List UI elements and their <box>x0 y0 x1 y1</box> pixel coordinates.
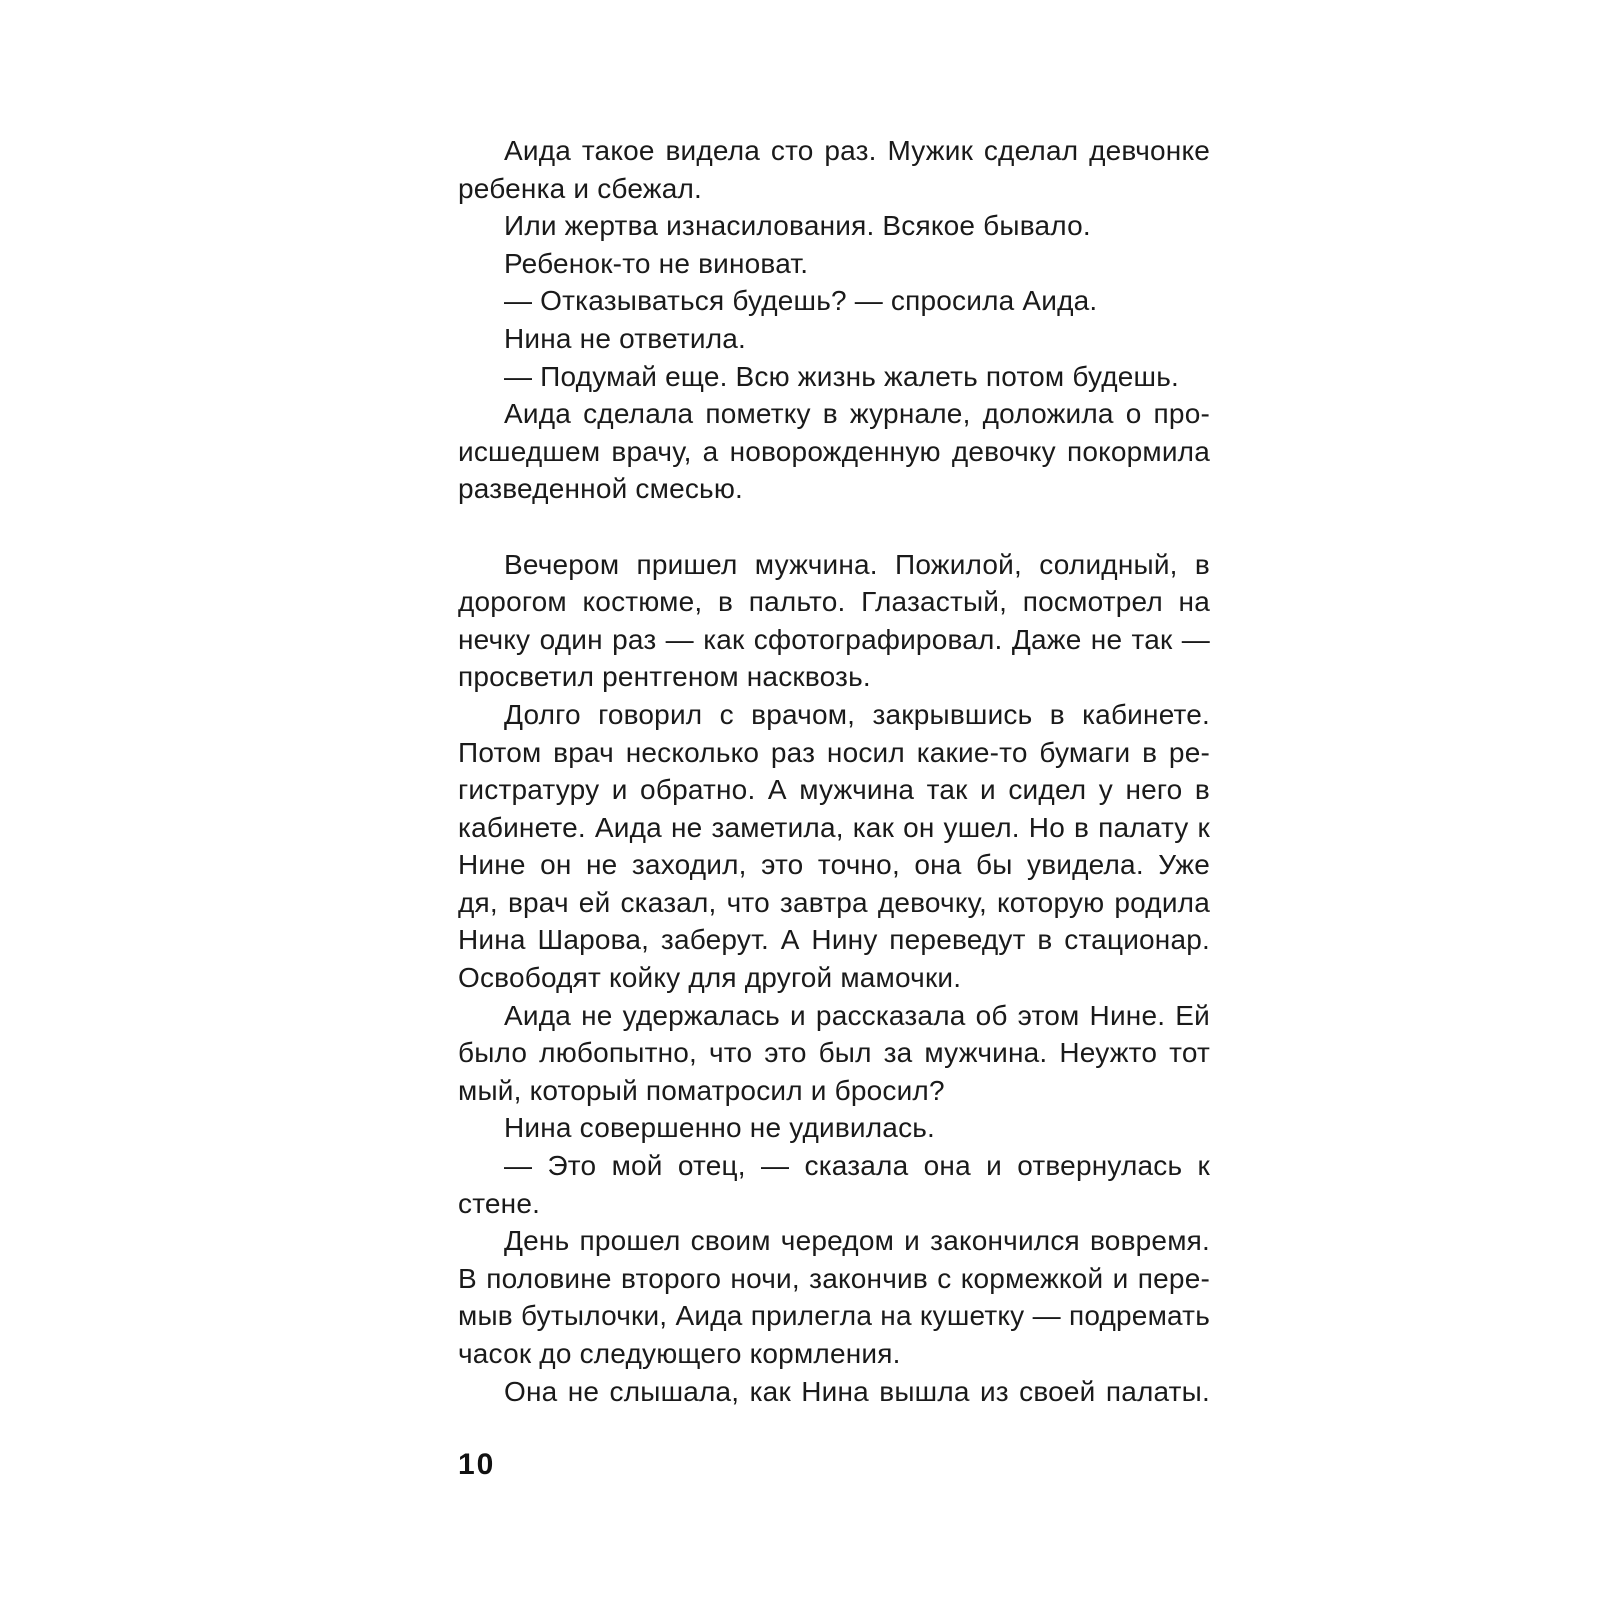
section-break <box>458 508 1210 546</box>
text-line: исшедшем врачу, а новорожденную девочку покормила <box>458 435 1210 467</box>
text-line: Потом врач несколько раз носил какие-то бумаги в ре- <box>458 736 1210 768</box>
text-line: Она не слышала, как Нина вышла из своей палаты. <box>504 1375 1210 1407</box>
text-line: Нина совершенно не удивилась. <box>504 1112 936 1144</box>
text-line: дорогом костюме, в пальто. Глазастый, посмотрел на <box>458 586 1210 618</box>
text-line: мый, который поматросил и бросил? <box>458 1074 945 1106</box>
text-line: Нина не ответила. <box>504 322 747 354</box>
text-line: Аида сделала пометку в журнале, доложила о про- <box>504 398 1210 430</box>
text-line: было любопытно, что это был за мужчина. Неужто тот <box>458 1037 1210 1069</box>
text-line: Освободят койку для другой мамочки. <box>458 962 962 994</box>
text-column <box>458 132 1210 1410</box>
text-line: нечку один раз — как сфотографировал. Даже не так — <box>458 623 1210 655</box>
page-number: 10 <box>458 1448 496 1481</box>
text-line: В половине второго ночи, закончив с кормежкой и пере- <box>458 1262 1210 1294</box>
text-line: мыв бутылочки, Аида прилегла на кушетку — подремать <box>458 1300 1210 1332</box>
text-line: дя, врач ей сказал, что завтра девочку, которую родила <box>458 886 1210 918</box>
text-line: кабинете. Аида не заметила, как он ушел. Но в палату к <box>458 811 1210 843</box>
text-line: — Подумай еще. Всю жизнь жалеть потом будешь. <box>504 360 1179 392</box>
text-line: Нина Шарова, заберут. А Нину переведут в стационар. <box>458 924 1210 956</box>
text-line: Вечером пришел мужчина. Пожилой, солидный, в <box>504 548 1210 580</box>
text-line: Ребенок-то не виноват. <box>504 247 809 279</box>
text-line: Аида не удержалась и рассказала об этом Нине. Ей <box>504 999 1210 1031</box>
text-line: часок до следующего кормления. <box>458 1338 901 1369</box>
text-line: Нине он не заходил, это точно, она бы увидела. Уже <box>458 849 1210 881</box>
text-line: Аида такое видела сто раз. Мужик сделал девчонке <box>504 135 1210 166</box>
text-line: стене. <box>458 1187 541 1219</box>
text-line: ребенка и сбежал. <box>458 172 703 204</box>
text-line: просветил рентгеном насквозь. <box>458 661 871 693</box>
text-line: — Это мой отец, — сказала она и отвернулась к <box>504 1150 1210 1182</box>
text-line: разведенной смесью. <box>458 473 744 505</box>
text-line: Долго говорил с врачом, закрывшись в кабинете. <box>504 698 1210 730</box>
text-line: гистратуру и обратно. А мужчина так и сидел у него в <box>458 774 1210 806</box>
text-line: Или жертва изнасилования. Всякое бывало. <box>504 210 1091 242</box>
text-line: — Отказываться будешь? — спросила Аида. <box>504 285 1098 317</box>
text-line: День прошел своим чередом и закончился вовремя. <box>504 1225 1210 1257</box>
